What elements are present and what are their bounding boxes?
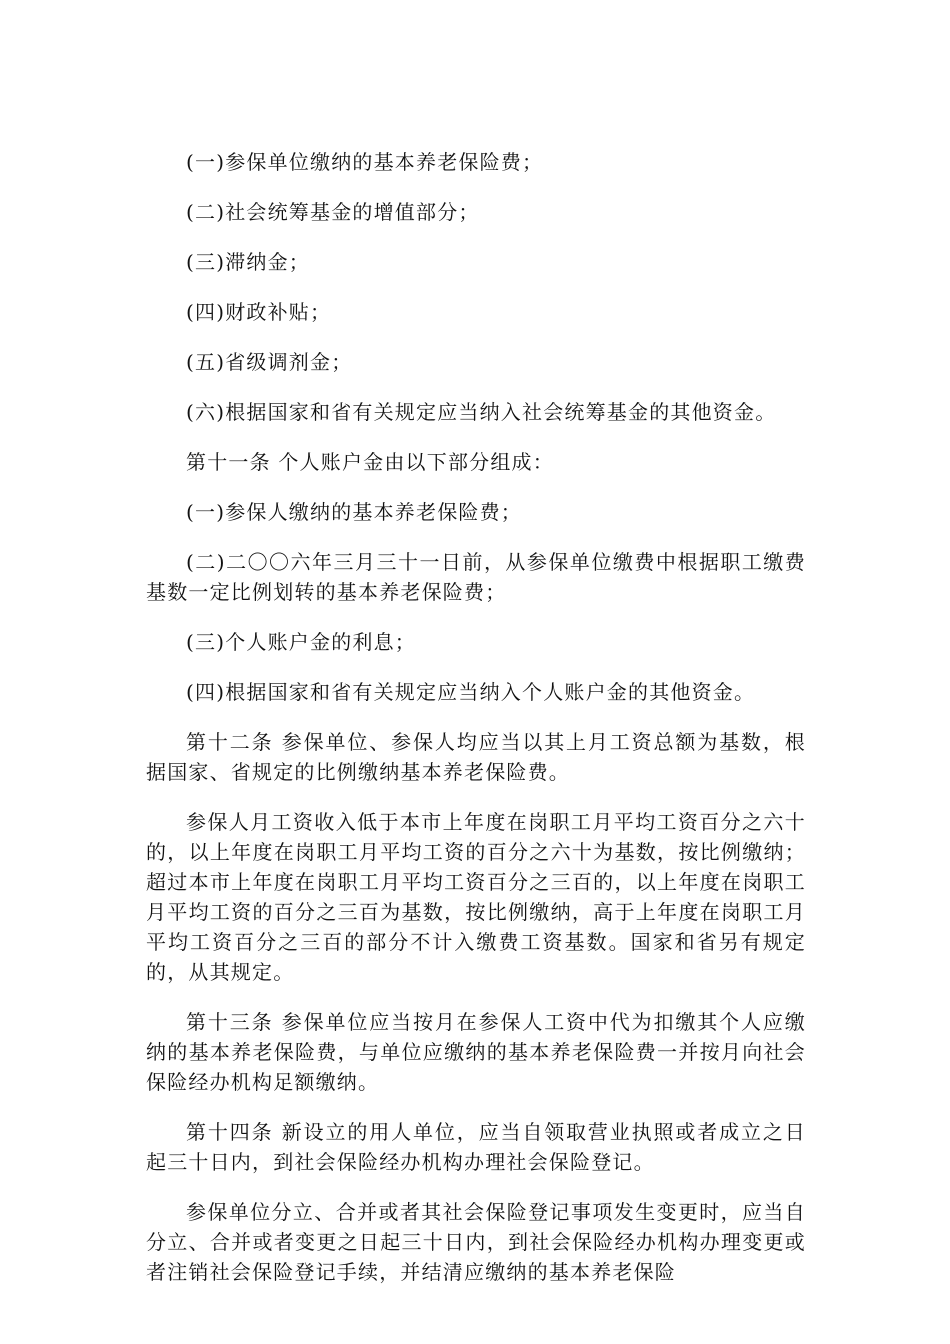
article-11-heading: 第十一条 个人账户金由以下部分组成：: [186, 450, 554, 474]
paragraph-13: 参保人月工资收入低于本市上年度在岗职工月平均工资百分之六十的，以上年度在岗职工月平均工资的百分之六十为基数，按比例缴纳；超过本市上年度在岗职工月平均工资百分之三百的，以上年度在岗职工月平均工资的百分之三百为基数，按比例缴纳，高于上年度在岗职工月平均工资百分之三百的部分不计入缴费工资基数。国家和省另有规定的，从其规定。: [146, 810, 806, 984]
document-body: [146, 147, 806, 1307]
paragraph-2: (二)社会统筹基金的增值部分；: [186, 200, 480, 224]
paragraph-11: (四)根据国家和省有关规定应当纳入个人账户金的其他资金。: [186, 680, 756, 704]
paragraph-3: (三)滞纳金；: [186, 250, 311, 274]
paragraph-10: (三)个人账户金的利息；: [186, 630, 417, 654]
article-12: 第十二条 参保单位、参保人均应当以其上月工资总额为基数，根据国家、省规定的比例缴纳基本养老保险费。: [146, 730, 806, 784]
article-14: 第十四条 新设立的用人单位，应当自领取营业执照或者成立之日起三十日内，到社会保险经办机构办理社会保险登记。: [146, 1120, 806, 1174]
paragraph-8: (一)参保人缴纳的基本养老保险费；: [186, 500, 523, 524]
paragraph-1: (一)参保单位缴纳的基本养老保险费；: [186, 150, 544, 174]
paragraph-16: 参保单位分立、合并或者其社会保险登记事项发生变更时，应当自分立、合并或者变更之日起三十日内，到社会保险经办机构办理变更或者注销社会保险登记手续，并结清应缴纳的基本养老保险: [146, 1200, 806, 1284]
article-13: 第十三条 参保单位应当按月在参保人工资中代为扣缴其个人应缴纳的基本养老保险费，与单位应缴纳的基本养老保险费一并按月向社会保险经办机构足额缴纳。: [146, 1010, 806, 1094]
paragraph-4: (四)财政补贴；: [186, 300, 332, 324]
paragraph-9: (二)二〇〇六年三月三十一日前，从参保单位缴费中根据职工缴费基数一定比例划转的基本养老保险费；: [146, 550, 806, 604]
paragraph-5: (五)省级调剂金；: [186, 350, 353, 374]
paragraph-6: (六)根据国家和省有关规定应当纳入社会统筹基金的其他资金。: [186, 400, 777, 424]
